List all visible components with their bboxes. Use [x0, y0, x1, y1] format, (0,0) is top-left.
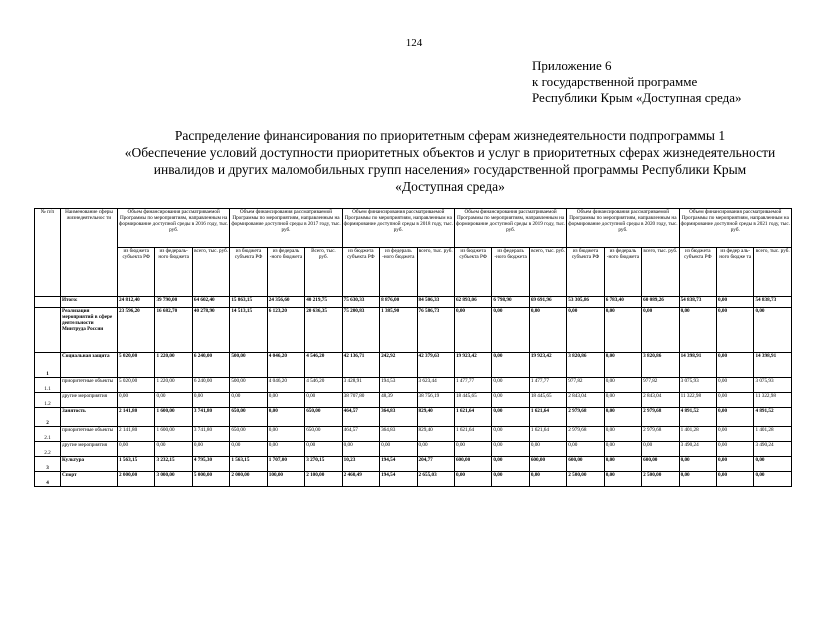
value-cell: 14 513,15: [230, 308, 267, 353]
table-row: [35, 472, 792, 487]
value-cell: 0,00: [492, 442, 529, 457]
value-cell: 42 379,63: [417, 353, 454, 378]
value-cell: 0,00: [380, 442, 417, 457]
value-cell: 0,00: [679, 308, 716, 353]
value-cell: 3 820,86: [642, 353, 679, 378]
document-title: [80, 127, 820, 195]
value-cell: 18 445,65: [454, 393, 491, 408]
value-cell: 204,77: [417, 457, 454, 472]
value-cell: 0,00: [567, 442, 604, 457]
table-row: [35, 297, 792, 308]
value-cell: 2 979,68: [567, 427, 604, 442]
subheader-cell: из федераль -ного бюджета: [492, 248, 529, 297]
row-name: Реализация мероприятий в сфере деятельности Минтруда России: [61, 308, 118, 353]
value-cell: 650,00: [230, 408, 267, 427]
value-cell: 600,00: [642, 457, 679, 472]
value-cell: 3 490,24: [679, 442, 716, 457]
value-cell: 3 820,86: [567, 353, 604, 378]
value-cell: 84 506,33: [417, 297, 454, 308]
value-cell: 10,23: [342, 457, 379, 472]
value-cell: 0,00: [492, 353, 529, 378]
value-cell: 54 838,73: [679, 297, 716, 308]
value-cell: 1 563,15: [118, 457, 155, 472]
row-name: Итого:: [61, 297, 118, 308]
subheader-cell: из бюджета субъекта РФ: [342, 248, 379, 297]
value-cell: 0,00: [529, 308, 566, 353]
value-cell: 0,00: [604, 393, 641, 408]
value-cell: 6 240,00: [192, 353, 229, 378]
value-cell: 18 445,65: [529, 393, 566, 408]
row-name: другие мероприятия: [61, 393, 118, 408]
value-cell: 650,00: [230, 427, 267, 442]
value-cell: 2 979,68: [642, 408, 679, 427]
value-cell: 0,00: [642, 308, 679, 353]
value-cell: 14 398,91: [679, 353, 716, 378]
value-cell: 0,00: [717, 297, 754, 308]
value-cell: 364,83: [380, 408, 417, 427]
value-cell: 5 020,00: [118, 353, 155, 378]
value-cell: 19 923,42: [529, 353, 566, 378]
year-header: Объем финансирования рассматриваемой Программы по мероприятиям, направленным на формирование доступной среды в 2016 году, тыс. руб.: [118, 209, 230, 248]
value-cell: 464,57: [342, 427, 379, 442]
value-cell: 0,00: [754, 457, 792, 472]
value-cell: 2 979,68: [567, 408, 604, 427]
value-cell: 1 600,00: [155, 427, 192, 442]
row-number: 2: [35, 408, 61, 427]
title-line-4: «Доступная среда»: [395, 179, 505, 194]
value-cell: 829,40: [417, 408, 454, 427]
subheader-cell: из федераль -ного бюджета: [380, 248, 417, 297]
value-cell: 0,00: [454, 442, 491, 457]
subheader-cell: из федераль -ного бюджета: [604, 248, 641, 297]
row-name: приоритетные объекты: [61, 378, 118, 393]
appendix-line-3: Республики Крым «Доступная среда»: [532, 90, 742, 105]
value-cell: 2 500,00: [567, 472, 604, 487]
value-cell: 0,00: [717, 353, 754, 378]
value-cell: 194,53: [380, 378, 417, 393]
row-number: 2.2: [35, 442, 61, 457]
value-cell: 0,00: [604, 457, 641, 472]
value-cell: 2 979,68: [642, 427, 679, 442]
value-cell: 0,00: [230, 442, 267, 457]
value-cell: 0,00: [642, 442, 679, 457]
value-cell: 0,00: [492, 427, 529, 442]
value-cell: 0,00: [717, 457, 754, 472]
value-cell: 0,00: [717, 393, 754, 408]
value-cell: 0,00: [492, 472, 529, 487]
year-header: Объем финансирования рассматриваемой Программы по мероприятиям, направленным на формирование доступной среды в 2021 году, тыс. руб.: [679, 209, 791, 248]
value-cell: 0,00: [717, 408, 754, 427]
value-cell: 2 500,00: [642, 472, 679, 487]
value-cell: 977,82: [642, 378, 679, 393]
value-cell: 0,00: [717, 308, 754, 353]
value-cell: 0,00: [529, 442, 566, 457]
value-cell: 650,00: [305, 427, 342, 442]
value-cell: 194,54: [380, 457, 417, 472]
value-cell: 0,00: [604, 442, 641, 457]
value-cell: 6 123,20: [267, 308, 304, 353]
value-cell: 1 707,00: [267, 457, 304, 472]
row-name: Спорт: [61, 472, 118, 487]
value-cell: 39 790,00: [155, 297, 192, 308]
value-cell: 0,00: [454, 472, 491, 487]
value-cell: 69 691,96: [529, 297, 566, 308]
value-cell: 1 385,90: [380, 308, 417, 353]
value-cell: 0,00: [604, 353, 641, 378]
value-cell: 0,00: [267, 393, 304, 408]
value-cell: 3 623,44: [417, 378, 454, 393]
value-cell: 364,83: [380, 427, 417, 442]
row-number: 3: [35, 457, 61, 472]
value-cell: 0,00: [155, 442, 192, 457]
subheader-cell: из бюджета субъекта РФ: [118, 248, 155, 297]
value-cell: 11 322,98: [679, 393, 716, 408]
value-cell: 38 756,19: [417, 393, 454, 408]
value-cell: 464,57: [342, 408, 379, 427]
value-cell: 1 600,00: [155, 408, 192, 427]
value-cell: 14 398,91: [754, 353, 792, 378]
row-number: 1.1: [35, 378, 61, 393]
value-cell: 0,00: [492, 308, 529, 353]
value-cell: 0,00: [604, 427, 641, 442]
value-cell: 60 089,26: [642, 297, 679, 308]
value-cell: 1 220,00: [155, 353, 192, 378]
subheader-cell: всего, тыс. руб.: [192, 248, 229, 297]
value-cell: 0,00: [717, 442, 754, 457]
value-cell: 76 586,73: [417, 308, 454, 353]
value-cell: 829,40: [417, 427, 454, 442]
table-row: [35, 457, 792, 472]
value-cell: 4 046,20: [267, 378, 304, 393]
table-row: [35, 408, 792, 427]
value-cell: 0,00: [604, 378, 641, 393]
value-cell: 11 322,98: [754, 393, 792, 408]
value-cell: 38 707,80: [342, 393, 379, 408]
value-cell: 1 563,15: [230, 457, 267, 472]
col-name-header: Наименование сферы жизнедеятельнос ти: [61, 209, 118, 297]
subheader-cell: из федераль-ного бюджета: [155, 248, 192, 297]
value-cell: 48,39: [380, 393, 417, 408]
col-number-header: № п/п: [35, 209, 61, 297]
value-cell: 0,00: [679, 472, 716, 487]
value-cell: 0,00: [118, 393, 155, 408]
value-cell: 1 621,64: [454, 408, 491, 427]
value-cell: 0,00: [305, 393, 342, 408]
value-cell: 3 270,15: [305, 457, 342, 472]
subheader-cell: всего, тыс. руб.: [642, 248, 679, 297]
year-header: Объем финансирования рассматриваемой Программы по мероприятиям, направленным на формирование доступной среды в 2018 году, тыс. руб.: [342, 209, 454, 248]
row-number: 2.1: [35, 427, 61, 442]
table-row: [35, 308, 792, 353]
value-cell: 40 219,75: [305, 297, 342, 308]
value-cell: 0,00: [267, 427, 304, 442]
value-cell: 0,00: [529, 472, 566, 487]
value-cell: 8 876,00: [380, 297, 417, 308]
page-number: 124: [405, 37, 423, 49]
value-cell: 54 838,73: [754, 297, 792, 308]
value-cell: 977,82: [567, 378, 604, 393]
value-cell: 6 240,00: [192, 378, 229, 393]
row-name: другие мероприятия: [61, 442, 118, 457]
appendix-line-2: к государственной программе: [532, 74, 698, 89]
title-line-1: Распределение финансирования по приоритетным сферам жизнедеятельности подпрограммы 1: [174, 128, 726, 143]
value-cell: 194,54: [380, 472, 417, 487]
value-cell: 0,00: [754, 308, 792, 353]
value-cell: 6 798,90: [492, 297, 529, 308]
value-cell: 75 630,33: [342, 297, 379, 308]
value-cell: 0,00: [267, 442, 304, 457]
value-cell: 4 046,20: [267, 353, 304, 378]
subheader-cell: Всего, тыс. руб.: [305, 248, 342, 297]
value-cell: 2 141,80: [118, 427, 155, 442]
value-cell: 0,00: [604, 408, 641, 427]
value-cell: 2 843,04: [642, 393, 679, 408]
subheader-cell: всего, тыс. руб.: [529, 248, 566, 297]
value-cell: 6 783,40: [604, 297, 641, 308]
value-cell: 600,00: [529, 457, 566, 472]
value-cell: 23 596,20: [118, 308, 155, 353]
value-cell: 0,00: [717, 472, 754, 487]
value-cell: 242,92: [380, 353, 417, 378]
financing-table: [34, 208, 792, 487]
value-cell: 0,00: [417, 442, 454, 457]
value-cell: 0,00: [604, 472, 641, 487]
title-line-2: «Обеспечение условий доступности приоритетных объектов и услуг в приоритетных сферах жизнедеятельности: [124, 145, 776, 160]
value-cell: 2 843,04: [567, 393, 604, 408]
value-cell: 0,00: [342, 442, 379, 457]
value-cell: 0,00: [192, 393, 229, 408]
value-cell: 4 546,20: [305, 378, 342, 393]
table-row: [35, 378, 792, 393]
value-cell: 3 490,24: [754, 442, 792, 457]
year-header: Объем финансирования рассматриваемой Программы по мероприятиям, направленным на формирование доступной среды в 2019 году, тыс. руб.: [454, 209, 566, 248]
value-cell: 0,00: [305, 442, 342, 457]
value-cell: 0,00: [492, 457, 529, 472]
value-cell: 650,00: [305, 408, 342, 427]
value-cell: 42 136,71: [342, 353, 379, 378]
value-cell: 2 000,00: [118, 472, 155, 487]
value-cell: 3 232,15: [155, 457, 192, 472]
value-cell: 1 621,64: [454, 427, 491, 442]
row-name: приоритетные объекты: [61, 427, 118, 442]
value-cell: 100,00: [267, 472, 304, 487]
table-row: [35, 442, 792, 457]
row-number: [35, 297, 61, 308]
row-name: Социальная защита: [61, 353, 118, 378]
value-cell: 0,00: [492, 378, 529, 393]
value-cell: 5 020,00: [118, 378, 155, 393]
table-row: [35, 353, 792, 378]
subheader-cell: из федер аль-ного бюдже та: [717, 248, 754, 297]
value-cell: 19 923,42: [454, 353, 491, 378]
value-cell: 1 621,64: [529, 427, 566, 442]
value-cell: 600,00: [454, 457, 491, 472]
value-cell: 2 655,03: [417, 472, 454, 487]
subheader-cell: всего, тыс. руб.: [417, 248, 454, 297]
subheader-cell: из бюджета субъекта РФ: [567, 248, 604, 297]
value-cell: 0,00: [604, 308, 641, 353]
row-name: Культура: [61, 457, 118, 472]
value-cell: 0,00: [679, 457, 716, 472]
subheader-cell: из бюджета субъекта РФ: [679, 248, 716, 297]
value-cell: 62 893,06: [454, 297, 491, 308]
value-cell: 2 460,49: [342, 472, 379, 487]
value-cell: 40 278,90: [192, 308, 229, 353]
value-cell: 3 000,00: [155, 472, 192, 487]
value-cell: 0,00: [267, 408, 304, 427]
value-cell: 4 546,20: [305, 353, 342, 378]
subheader-cell: из бюджета субъекта РФ: [454, 248, 491, 297]
subheader-cell: из бюджета субъекта РФ: [230, 248, 267, 297]
value-cell: 1 220,00: [155, 378, 192, 393]
row-number: 1: [35, 353, 61, 378]
value-cell: 0,00: [492, 393, 529, 408]
value-cell: 75 200,83: [342, 308, 379, 353]
value-cell: 3 075,93: [679, 378, 716, 393]
subheader-cell: всего, тыс. руб.: [754, 248, 792, 297]
value-cell: 5 000,00: [192, 472, 229, 487]
value-cell: 24 812,40: [118, 297, 155, 308]
value-cell: 64 602,40: [192, 297, 229, 308]
value-cell: 53 305,86: [567, 297, 604, 308]
value-cell: 0,00: [754, 472, 792, 487]
value-cell: 500,00: [230, 353, 267, 378]
value-cell: 0,00: [492, 408, 529, 427]
appendix-note: [532, 58, 742, 106]
title-line-3: инвалидов и других маломобильных групп населения» государственной программы Республики Крым: [153, 162, 747, 177]
year-header: Объем финансирования рассматриваемой Программы по мероприятиям, направленным на формирование доступной среды в 2020 году, тыс. руб.: [567, 209, 679, 248]
value-cell: 4 891,52: [679, 408, 716, 427]
value-cell: 1 401,28: [679, 427, 716, 442]
row-name: Занятость: [61, 408, 118, 427]
value-cell: 1 621,64: [529, 408, 566, 427]
value-cell: 3 741,80: [192, 427, 229, 442]
value-cell: 500,00: [230, 378, 267, 393]
value-cell: 0,00: [454, 308, 491, 353]
value-cell: 1 477,77: [529, 378, 566, 393]
value-cell: 20 636,35: [305, 308, 342, 353]
value-cell: 16 682,70: [155, 308, 192, 353]
value-cell: 4 891,52: [754, 408, 792, 427]
value-cell: 2 141,80: [118, 408, 155, 427]
value-cell: 2 100,00: [305, 472, 342, 487]
value-cell: 3 741,80: [192, 408, 229, 427]
year-header: Объем финансирования рассматриваемой Программы по мероприятиям, направленным на формирование доступной среды в 2017 году, тыс. руб.: [230, 209, 342, 248]
row-number: [35, 308, 61, 353]
value-cell: 0,00: [567, 308, 604, 353]
value-cell: 0,00: [230, 393, 267, 408]
row-number: 1.2: [35, 393, 61, 408]
value-cell: 1 477,77: [454, 378, 491, 393]
appendix-line-1: Приложение 6: [532, 58, 612, 73]
value-cell: 0,00: [118, 442, 155, 457]
value-cell: 24 356,60: [267, 297, 304, 308]
subheader-cell: из федераль -ного бюджета: [267, 248, 304, 297]
table-row: [35, 393, 792, 408]
value-cell: 0,00: [717, 427, 754, 442]
value-cell: 0,00: [155, 393, 192, 408]
value-cell: 1 401,28: [754, 427, 792, 442]
value-cell: 3 428,91: [342, 378, 379, 393]
value-cell: 0,00: [192, 442, 229, 457]
value-cell: 15 863,15: [230, 297, 267, 308]
table-row: [35, 427, 792, 442]
value-cell: 600,00: [567, 457, 604, 472]
value-cell: 0,00: [717, 378, 754, 393]
value-cell: 3 075,93: [754, 378, 792, 393]
row-number: 4: [35, 472, 61, 487]
value-cell: 4 795,30: [192, 457, 229, 472]
value-cell: 2 000,00: [230, 472, 267, 487]
